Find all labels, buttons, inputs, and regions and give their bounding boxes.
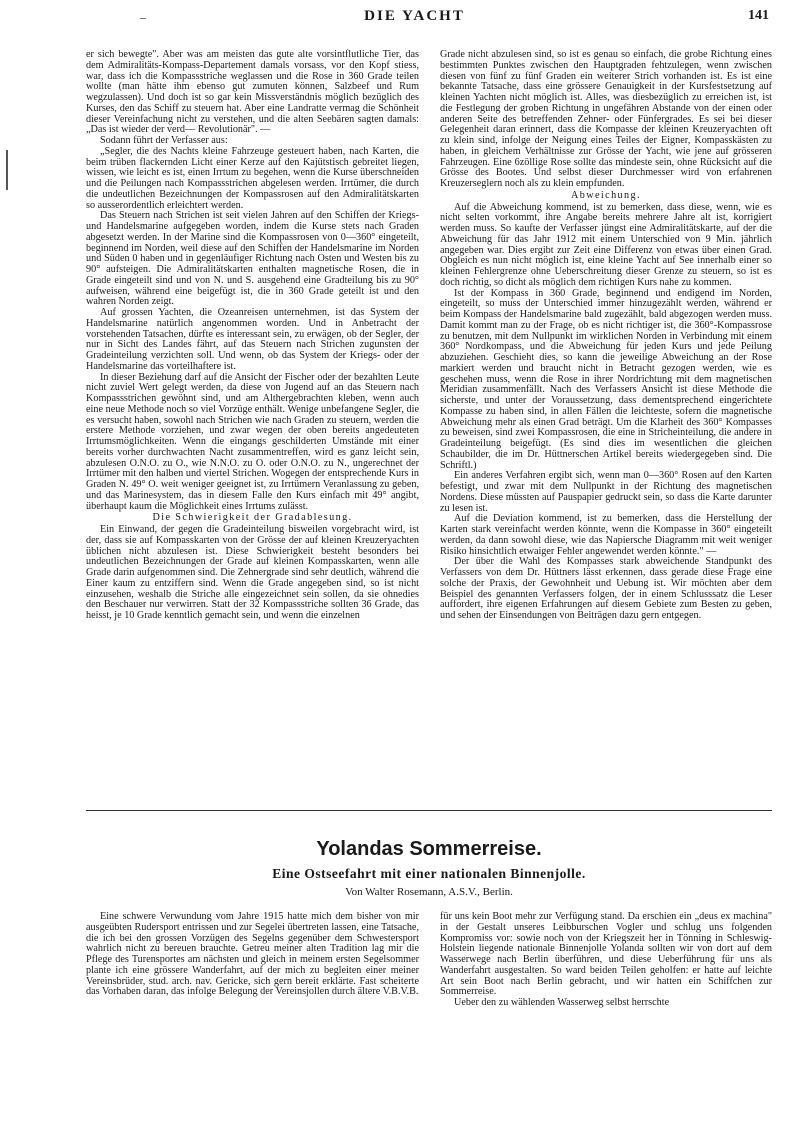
paragraph: Ist der Kompass in 360 Grade, beginnend und endigend im Norden, eingeteilt, so muss der Unterschied immer hinzugezählt werden, während er beim Kompass der Handelsmarine bald zugezählt, bald abgezogen werden muss. Damit kommt man zu der Frage, ob es nicht richtiger ist, die 360°-Kompassrose zu benutzen, mit dem Nullpunkt im wirklichen Norden in Verbindung mit einem 360° Nordkompass, und die Abweichung für jeden Kurs und jede Peilung abzuziehen. Geschieht dies, so kann die jeweilige Abweichung an der Rose markiert werden und braucht nicht in Betracht gezogen werden, wie es geschehen muss, wenn die Rose in ihrer Nordrichtung mit dem magnetischen Meridian zusammenfällt. Nach des Verfassers Ansicht ist diese Methode die sicherste, und unter der Voraussetzung, dass dementsprechend eingerichtete Kompasse zu haben sind, in allen Fällen die leichteste, sofern die magnetische Abweichung mehr als einen Grad beträgt. Um die Klarheit des 360° Kompasses zu beweisen, sind zwei Kompassrosen, die eine in Stricheinteilung, die andere in Gradeinteilung beigefügt. (Es sind dies im wesentlichen die gleichen Schaubilder, die im Dr. Hüttnerschen Artikel bereits wiedergegeben sind. Die Schriftl.) <box>440 287 772 471</box>
section-divider <box>86 810 772 811</box>
running-header <box>60 8 769 30</box>
text-column-right <box>440 50 772 795</box>
article-byline: Von Walter Rosemann, A.S.V., Berlin. <box>345 886 513 898</box>
paragraph: er sich bewegte". Aber was am meisten das gute alte vorsintflutliche Tier, das dem Admiralitäts-Kompass-Departement damals vorsass, vor den Kopf stiess, war, dass ich die Kompassstriche weglassen und die Rose in 360 Grade teilen wollte (man hätte ihm ebenso gut zumuten können, Salzbeef und Rum wegzulassen). Und doch ist so gar kein Missverständnis möglich bezüglich des Kurses, den das Schiff zu steuern hat. Aber eine Landratte vermag die Schönheit dieser Vereinfachung nicht zu verstehen, und die alten Seebären sagten damals: „Das ist wieder der verd— Revolutionär". — <box>86 49 419 136</box>
page-number: 141 <box>748 8 769 23</box>
article-title: Yolandas Sommerreise. <box>316 838 542 860</box>
paragraph: Auf die Deviation kommend, ist zu bemerken, dass die Herstellung der Karten stark vereinfacht werden könnte, wenn die Kompasse in 360° eingeteilt werden, da dann sowohl diese, wie das Napiersche Diagramm mit weit weniger Risiko hinsichtlich etwaiger Fehler angewendet werden könnte." — <box>440 513 772 557</box>
text-column-left <box>86 50 419 795</box>
header-dash: – <box>140 10 146 24</box>
section-heading: Die Schwierigkeit der Gradablesung. <box>152 512 353 524</box>
paragraph: für uns kein Boot mehr zur Verfügung stand. Da erschien ein „deus ex machina" in der Gestalt unseres Leibburschen Vogler und schlug uns folgenden Kompromiss vor: sowie noch von der Kriegszeit her in Tönning in Schleswig-Holstein liegende nationale Binnenjolle Yolanda sollten wir von dort auf dem Wasserwege nach Berlin überführen, und diese Ueberführung für uns als Wanderfahrt ausgestalten. So ward beiden Teilen geholfen: er hatte auf leichte Art sein Boot nach Berlin gebracht, und wir hatten ein Schiffchen zur Sommerreise. <box>440 911 772 998</box>
paragraph: Sodann führt der Verfasser aus: <box>100 135 228 146</box>
article-column-left <box>86 912 419 998</box>
paragraph: Auf die Abweichung kommend, ist zu bemerken, dass diese, wenn, wie es nicht selten vorkommt, ihre Angabe bereits mehrere Jahre alt ist, korrigiert werden muss. So kaufte der Verfasser jüngst eine Admiralitätskarte, auf der die Abweichung für das Jahr 1912 mit einem Unterschied von 9 Min. jährlich angegeben war. Dies ergibt zur Zeit eine Differenz von etwas über einen Grad. Obgleich es nun nicht möglich ist, eine kleine Yacht auf See innerhalb einer so kleinen Fehlergrenze ohne Ueberschreitung dieser Grenze zu steuern, so ist es doch richtig, so dicht als möglich dem richtigen Kurs nahe zu kommen. <box>440 201 772 288</box>
paragraph: Grade nicht abzulesen sind, so ist es genau so einfach, die grobe Richtung eines bestimmten Punktes zwischen den Hauptgraden fehtzulegen, wenn zwischen diesen von fünf zu fünf Graden ein weiterer Strich vorhanden ist. Es ist eine bekannte Tatsache, dass eine grössere Genauigkeit in der Kursfestsetzung auf kleinen Yachten nicht möglich ist. Alles, was diesbezüglich zu erreichen ist, ist die Festlegung der groben Richtung in ungefähren Abstande von der einen oder anderen Seite des betreffenden Zehner- oder Fünfergrades. Es sei bei dieser Gelegenheit daran erinnert, dass die Kompasse der kleinen Kreuzeryachten oft zu klein sind, infolge der Neigung eines Teiles der Eigner, Kompasskästen zu haben, in gleichem Verhältnisse zur Grösse der Yacht, wie jene auf grösseren Fahrzeugen. Eine 6zöllige Rose sollte das mindeste sein, ohne Rücksicht auf die Grösse des Bootes. Und selbst dieser Durchmesser wird von erfahrenen Kreuzerseglern noch als zu klein empfunden. <box>440 49 772 189</box>
paragraph: Der über die Wahl des Kompasses stark abweichende Standpunkt des Verfassers von dem Dr. Hüttners lässt erkennen, dass gerade diese Frage eine solche der Praxis, der Gewohnheit und Uebung ist. Wir möchten aber dem Beispiel des genannten Verfassers folgen, der in einem Schlusssatz die Leser auffordert, ihre eigenen Erfahrungen auf diesem Gebiete zum Besten zu geben, und sehen der Einsendungen von Beiträgen dazu gern entgegen. <box>440 556 772 621</box>
article-subtitle: Eine Ostseefahrt mit einer nationalen Binnenjolle. <box>272 866 586 881</box>
paragraph: Ein Einwand, der gegen die Gradeinteilung bisweilen vorgebracht wird, ist der, dass sie auf Kompasskarten von der Grösse der auf kleinen Kreuzeryachten üblichen nicht abzulesen ist. Diese Schwierigkeit besteht besonders bei undeutlichen Bezeichnungen der Grade auf kleinen Kompasskarten, wenn alle Grade darin aufgenommen sind. Die Zehnergrade sind sehr deutlich, während die Einer kaum zu entziffern sind. Wenn die Grade angegeben sind, so ist nicht einzusehen, weshalb die Striche alle eingezeichnet sein sollen, da sie ohnedies den Beschauer nur verwirren. Statt der 32 Kompassstriche sollten 36 Grade, das heisst, je 10 Grade kenntlich gemacht sein, und wenn die einzelnen <box>86 524 419 621</box>
paragraph: In dieser Beziehung darf auf die Ansicht der Fischer oder der bezahlten Leute nicht zuviel Wert gelegt werden, da diese von Jugend auf an das Steuern nach Kompassstrichen gewöhnt sind, und am Althergebrachten kleben, wenn auch eine neue Methode noch so viel Vorzüge enthält. Wenige unbefangene Segler, die es versucht haben, sowohl nach Strichen wie nach Graden zu steuern, werden die erstere Methode vorziehen, und zwar wegen der oben bereits angedeuteten Irrtumsmöglichkeiten. Wenn die eingangs geschilderten Umstände mit einer bereits vorher durchwachten Nacht zusammentreffen, wird es ganz leicht sein, abzulesen O.N.O. zu O., wie N.N.O. zu O. oder O.N.O. zu N., ungerechnet der Irrtümer mit den halben und viertel Strichen. Wogegen der entsprechende Kurs in Graden N. 49° O. weit weniger geeignet ist, zu Irrtümern Veranlassung zu geben, und das Marinesystem, das in diesem Falle den Kurs einfach mit 49° angibt, überhaupt kaum die Möglichkeit eines Irrtums zulässt. <box>86 371 419 512</box>
journal-title: DIE YACHT <box>364 8 465 24</box>
section-heading: Abweichung. <box>570 189 641 201</box>
paragraph: Ein anderes Verfahren ergibt sich, wenn man 0—360° Rosen auf den Karten befestigt, und zwar mit dem Nullpunkt in der Richtung des magnetischen Nordens. Diese müssten auf Pauspapier gedruckt sein, so dass die Karte darunter zu lesen ist. <box>440 470 772 514</box>
paragraph: „Segler, die des Nachts kleine Fahrzeuge gesteuert haben, nach Karten, die beim trüben flackernden Licht einer Kerze auf den Kajütstisch gebreitet liegen, wissen, wie leicht es ist, einen Irrtum zu begehen, wenn die Kurse überschneiden und die Peilungen nach Kompassstrichen abgelesen werden. Irrtümer, die durch die undeutlichen Bezeichnungen der Kompassrosen auf den Admiralitätskarten so ausserordentlich erleichtert werden. <box>86 145 419 211</box>
paragraph: Eine schwere Verwundung vom Jahre 1915 hatte mich dem bisher von mir ausgeübten Rudersport entrissen und zur Segelei übertreten lassen, eine Tatsache, die ich bei den grossen Vorzügen des Segelns gegenüber dem Schwestersport wahrlich nicht zu bereuen brauchte. Getreu meiner alten Tradition lag mir die Pflege des Turensportes am nächsten und gleich in meinem ersten Segelsommer plante ich eine grössere Wanderfahrt, auf der mich zu begleiten einer meiner Vereinsbrüder, stud. arch. nav. Gericke, sich gern bereit erklärte. Fast scheiterte das Vorhaben daran, das infolge Belegung der Vereinsjollen durch ältere V.B.V.B. <box>86 911 419 998</box>
paragraph: Das Steuern nach Strichen ist seit vielen Jahren auf den Schiffen der Kriegs- und Handelsmarine aufgegeben worden, indem die Kurse stets nach Graden abgesetzt werden. In der Marine sind die Kompassrosen von 0—360° eingeteilt, beginnend im Norden, weil diese auf den Schiffen der Handelsmarine im Norden und Süden 0 haben und in gegenläufiger Richtung nach Osten und Westen bis zu 90° aufsteigen. Die Admiralitätskarten enthalten magnetische Rosen, die in Grade eingeteilt sind und von N. und S. ausgehend eine Gradteilung bis zu 90° aufweisen, während eine beigefügt ist, die in 360 Grade geteilt ist und den wahren Norden zeigt. <box>86 210 419 308</box>
paragraph: Auf grossen Yachten, die Ozeanreisen unternehmen, ist das System der Handelsmarine natürlich angenommen worden. Und in Anbetracht der vorstehenden Tatsachen, dürfte es interessant sein, zu erwägen, ob der Segler, der nur in Sicht des Landes fährt, auf das Steuern nach Strichen zugunsten der Gradeinteilung verzichten soll. Und wenn, ob das System der Kriegs- oder der Handelsmarine das vorteilhaftere ist. <box>86 307 419 372</box>
article-column-right <box>440 912 772 1009</box>
paragraph: Ueber den zu wählenden Wasserweg selbst herrschte <box>454 997 670 1008</box>
margin-mark <box>6 150 12 190</box>
